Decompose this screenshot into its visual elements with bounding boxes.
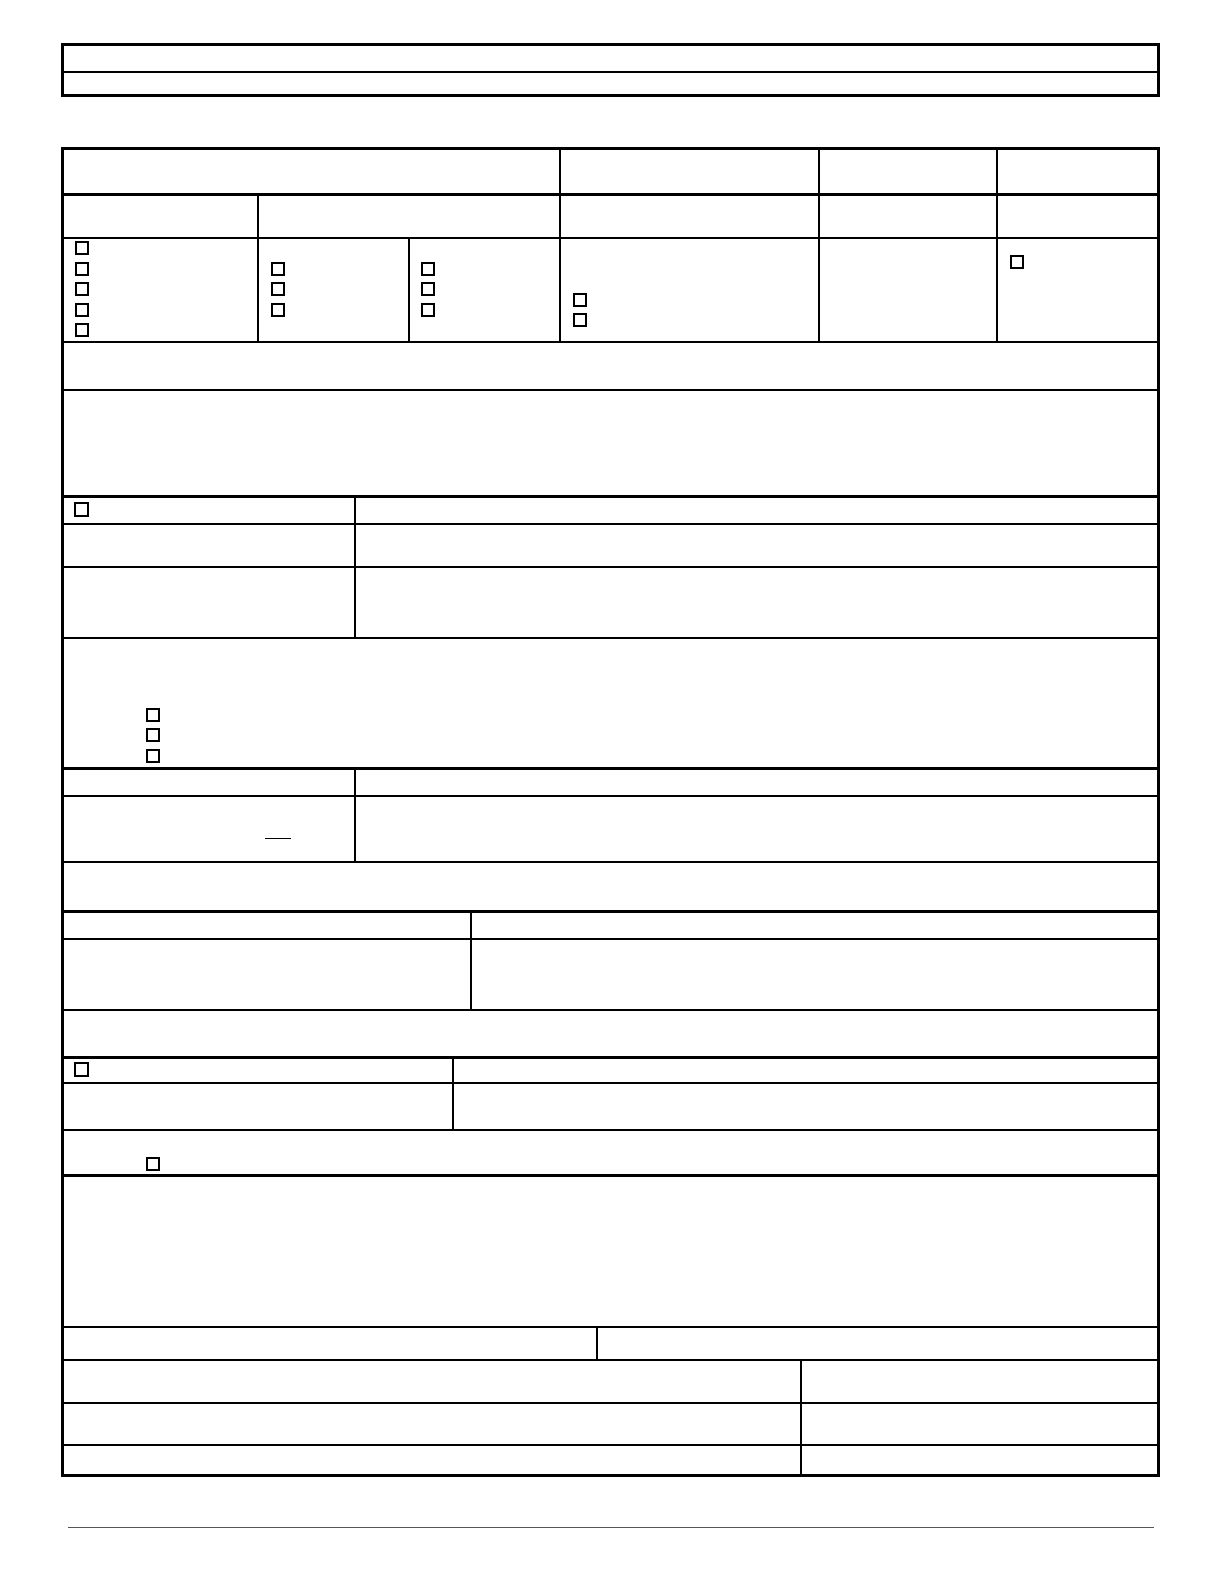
- col-divider: [996, 149, 998, 341]
- text-area[interactable]: [64, 392, 1157, 494]
- col-divider: [470, 912, 472, 1010]
- field-cell[interactable]: [358, 771, 1157, 794]
- checkbox[interactable]: [421, 262, 435, 276]
- underline-mark: [265, 838, 291, 839]
- row-divider: [62, 637, 1159, 639]
- field-cell[interactable]: [358, 499, 1157, 522]
- field-cell[interactable]: [358, 798, 1157, 860]
- row-divider: [62, 1129, 1159, 1131]
- text-area[interactable]: [64, 864, 1157, 909]
- row-divider: [62, 938, 1159, 940]
- row-divider: [62, 1326, 1159, 1328]
- row-divider: [62, 1402, 1159, 1404]
- col-divider: [818, 149, 820, 341]
- field-cell[interactable]: [821, 240, 995, 340]
- field-cell[interactable]: [64, 941, 469, 1008]
- row-divider: [62, 1444, 1159, 1446]
- text-area[interactable]: [64, 1012, 1157, 1055]
- checkbox[interactable]: [75, 262, 89, 276]
- field-cell[interactable]: [64, 569, 353, 636]
- checkbox[interactable]: [146, 749, 160, 763]
- field-cell[interactable]: [821, 196, 995, 236]
- section-checkbox[interactable]: [74, 1062, 89, 1077]
- row-divider: [62, 1082, 1159, 1084]
- row-divider: [62, 1174, 1159, 1177]
- checkbox[interactable]: [75, 323, 89, 337]
- field-cell[interactable]: [64, 526, 353, 565]
- checkbox[interactable]: [573, 293, 587, 307]
- col-divider: [354, 769, 356, 862]
- field-cell[interactable]: [803, 1405, 1157, 1443]
- checkbox[interactable]: [271, 262, 285, 276]
- checkbox[interactable]: [421, 303, 435, 317]
- row-divider: [62, 566, 1159, 568]
- footer-rule: [68, 1527, 1154, 1528]
- field-cell[interactable]: [456, 1060, 1157, 1081]
- row-divider: [62, 1009, 1159, 1011]
- checkbox[interactable]: [146, 1157, 160, 1171]
- field-cell[interactable]: [562, 150, 817, 192]
- field-cell[interactable]: [474, 914, 1157, 937]
- col-divider: [452, 1058, 454, 1130]
- header-box: [61, 43, 1160, 97]
- checkbox[interactable]: [1010, 255, 1024, 269]
- field-cell[interactable]: [599, 1329, 1157, 1358]
- row-divider: [62, 795, 1159, 797]
- field-cell[interactable]: [358, 526, 1157, 565]
- field-cell[interactable]: [456, 1085, 1157, 1128]
- field-cell[interactable]: [803, 1362, 1157, 1401]
- checkbox[interactable]: [573, 313, 587, 327]
- field-cell[interactable]: [562, 196, 817, 236]
- row-divider: [62, 767, 1159, 770]
- field-cell[interactable]: [821, 150, 995, 192]
- row-divider: [62, 495, 1159, 498]
- row-divider: [62, 389, 1159, 391]
- field-cell[interactable]: [803, 1447, 1157, 1474]
- row-divider: [62, 523, 1159, 525]
- checkbox[interactable]: [271, 303, 285, 317]
- section-checkbox[interactable]: [74, 502, 89, 517]
- field-cell[interactable]: [474, 941, 1157, 1008]
- checkbox[interactable]: [75, 303, 89, 317]
- col-divider: [596, 1327, 598, 1360]
- col-divider: [800, 1360, 802, 1475]
- checkbox[interactable]: [146, 708, 160, 722]
- col-divider: [559, 149, 561, 341]
- checkbox[interactable]: [421, 282, 435, 296]
- field-cell[interactable]: [260, 196, 558, 236]
- field-cell[interactable]: [64, 1329, 595, 1358]
- field-cell[interactable]: [64, 1085, 451, 1128]
- checkbox[interactable]: [271, 282, 285, 296]
- row-divider: [62, 237, 1159, 239]
- text-area[interactable]: [64, 343, 1157, 388]
- field-cell[interactable]: [64, 1405, 799, 1443]
- row-divider: [62, 861, 1159, 863]
- field-cell[interactable]: [358, 569, 1157, 636]
- field-cell[interactable]: [999, 196, 1157, 236]
- checkbox[interactable]: [75, 282, 89, 296]
- checkbox[interactable]: [75, 241, 89, 255]
- field-cell[interactable]: [64, 196, 256, 236]
- field-cell[interactable]: [64, 1362, 799, 1401]
- field-cell[interactable]: [64, 150, 558, 192]
- field-cell[interactable]: [64, 1447, 799, 1474]
- checkbox[interactable]: [146, 728, 160, 742]
- row-divider: [62, 910, 1159, 913]
- col-divider: [408, 238, 410, 341]
- field-cell[interactable]: [999, 150, 1157, 192]
- row-divider: [62, 1359, 1159, 1361]
- text-area[interactable]: [64, 1178, 1157, 1325]
- header-divider: [62, 71, 1159, 73]
- col-divider: [257, 194, 259, 341]
- row-divider: [62, 1056, 1159, 1059]
